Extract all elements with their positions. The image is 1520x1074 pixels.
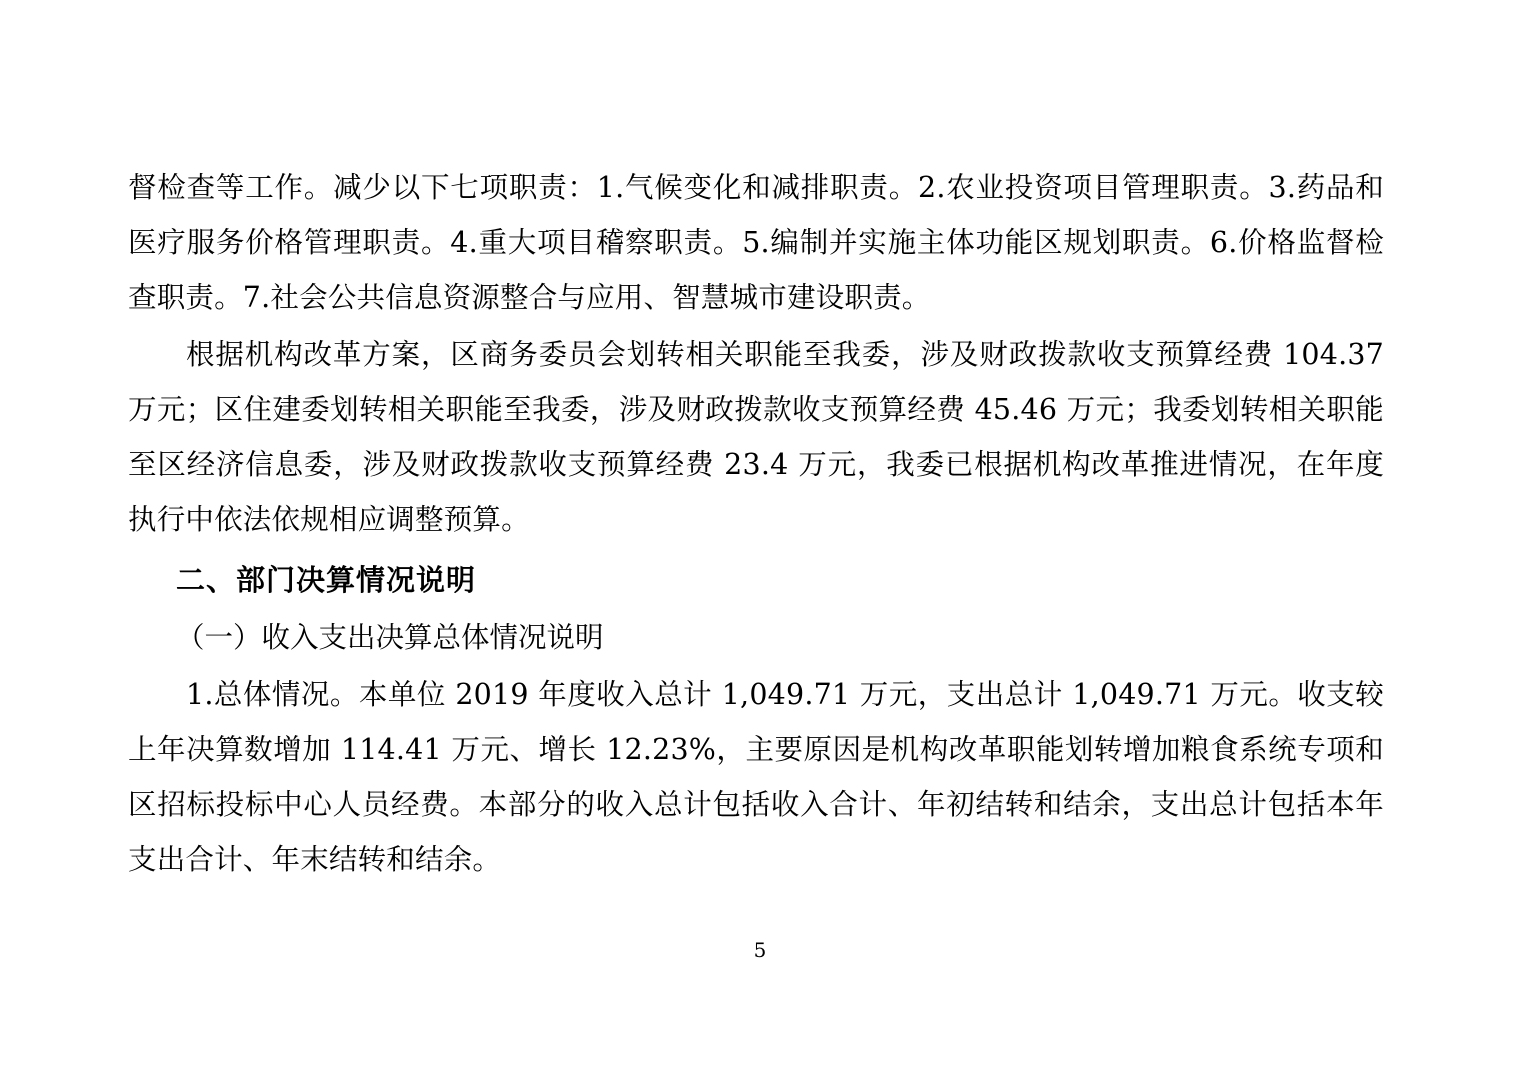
paragraph-overall-situation: 1.总体情况。本单位 2019 年度收入总计 1,049.71 万元，支出总计 1,049.71 万元。收支较上年决算数增加 114.41 万元、增长 12.23%，主要原因是机构改革职能划转增加粮食系统专项和区招标投标中心人员经费。本部分的收入总计包括收入合计、年初结转和结余，支出总计包括本年支出合计、年末结转和结余。	[128, 678, 1384, 876]
section-heading-department-final-accounts: 二、部门决算情况说明	[176, 563, 477, 597]
page-number: 5	[753, 938, 767, 962]
page-content	[128, 160, 1384, 889]
sub-heading-income-expenditure: （一）收入支出决算总体情况说明	[176, 621, 604, 654]
paragraph-duties: 督检查等工作。减少以下七项职责：1.气候变化和减排职责。2.农业投资项目管理职责。3.药品和医疗服务价格管理职责。4.重大项目稽察职责。5.编制并实施主体功能区规划职责。6.价格监督检查职责。7.社会公共信息资源整合与应用、智慧城市建设职责。	[128, 171, 1384, 314]
paragraph-institutional-reform: 根据机构改革方案，区商务委员会划转相关职能至我委，涉及财政拨款收支预算经费 104.37 万元；区住建委划转相关职能至我委，涉及财政拨款收支预算经费 45.46 万元；我委划转相关职能至区经济信息委，涉及财政拨款收支预算经费 23.4 万元，我委已根据机构改革推进情况，在年度执行中依法依规相应调整预算。	[128, 338, 1384, 536]
